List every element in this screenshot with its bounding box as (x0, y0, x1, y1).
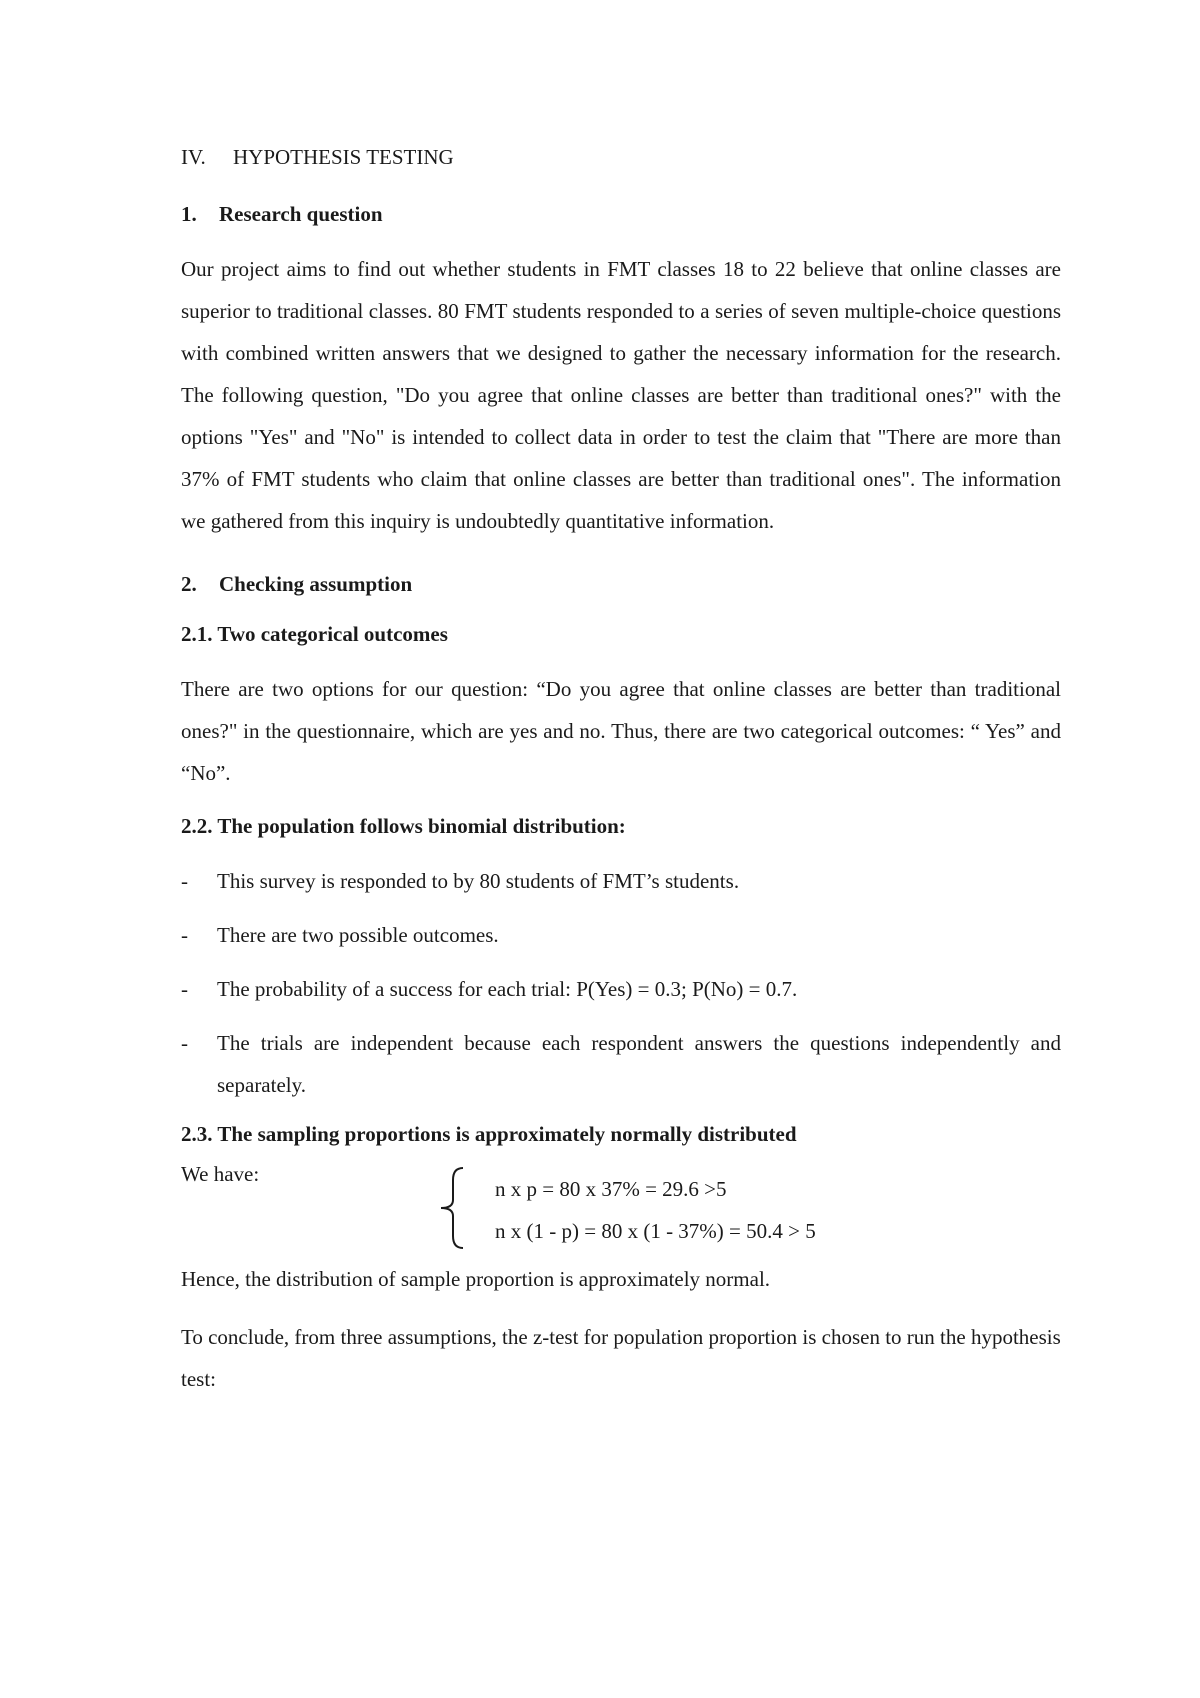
normality-conditions (181, 1158, 1061, 1248)
heading-binomial-distribution: 2.2. The population follows binomial distribution: (181, 814, 626, 838)
left-brace-icon (433, 1166, 473, 1250)
heading-checking-assumption (181, 568, 1061, 600)
section-number: IV. (181, 145, 206, 169)
inequalities (495, 1168, 816, 1252)
list-item (181, 1022, 1061, 1106)
bullet-dash: - (181, 1031, 188, 1055)
heading-title: Checking assumption (219, 572, 413, 596)
section-heading (181, 142, 1061, 172)
two-outcomes-paragraph: There are two options for our question: “Do you agree that online classes are better than traditional ones?" in the questionnaire, which are yes and no. Thus, there are two categorical outcomes: “ Yes” and “No”. (181, 677, 1061, 785)
inequality-n1p: n x (1 - p) = 80 x (1 - 37%) = 50.4 > 5 (495, 1219, 816, 1243)
list-item-text: This survey is responded to by 80 students of FMT’s students. (217, 869, 740, 893)
bullet-dash: - (181, 923, 188, 947)
heading-number: 1. (181, 202, 197, 226)
heading-two-categorical-outcomes: 2.1. Two categorical outcomes (181, 622, 448, 646)
bullet-dash: - (181, 977, 188, 1001)
list-item-text: There are two possible outcomes. (217, 923, 499, 947)
heading-number: 2. (181, 572, 197, 596)
inequality-np: n x p = 80 x 37% = 29.6 >5 (495, 1177, 727, 1201)
normality-conclusion: Hence, the distribution of sample proportion is approximately normal. (181, 1267, 771, 1291)
document-page (181, 142, 1061, 1416)
research-question-paragraph: Our project aims to find out whether students in FMT classes 18 to 22 believe that online classes are superior to traditional classes. 80 FMT students responded to a series of seven multiple-choice questions with combined written answers that we designed to gather the necessary information for the research. The following question, "Do you agree that online classes are better than traditional ones?" with the options "Yes" and "No" is intended to collect data in order to test the claim that "There are more than 37% of FMT students who claim that online classes are better than traditional ones". The information we gathered from this inquiry is undoubtedly quantitative information. (181, 257, 1061, 533)
section-title: HYPOTHESIS TESTING (233, 145, 454, 169)
heading-sampling-proportions: 2.3. The sampling proportions is approximately normally distributed (181, 1122, 797, 1146)
heading-research-question (181, 198, 1061, 230)
list-item-text: The probability of a success for each trial: P(Yes) = 0.3; P(No) = 0.7. (217, 977, 798, 1001)
binomial-conditions-list (181, 860, 1061, 1106)
list-item (181, 860, 1061, 902)
heading-title: Research question (219, 202, 383, 226)
list-item (181, 914, 1061, 956)
we-have-label: We have: (181, 1162, 260, 1186)
bullet-dash: - (181, 869, 188, 893)
list-item-text: The trials are independent because each respondent answers the questions independently and separately. (217, 1031, 1061, 1097)
final-conclusion: To conclude, from three assumptions, the z-test for population proportion is chosen to run the hypothesis test: (181, 1325, 1061, 1391)
list-item (181, 968, 1061, 1010)
